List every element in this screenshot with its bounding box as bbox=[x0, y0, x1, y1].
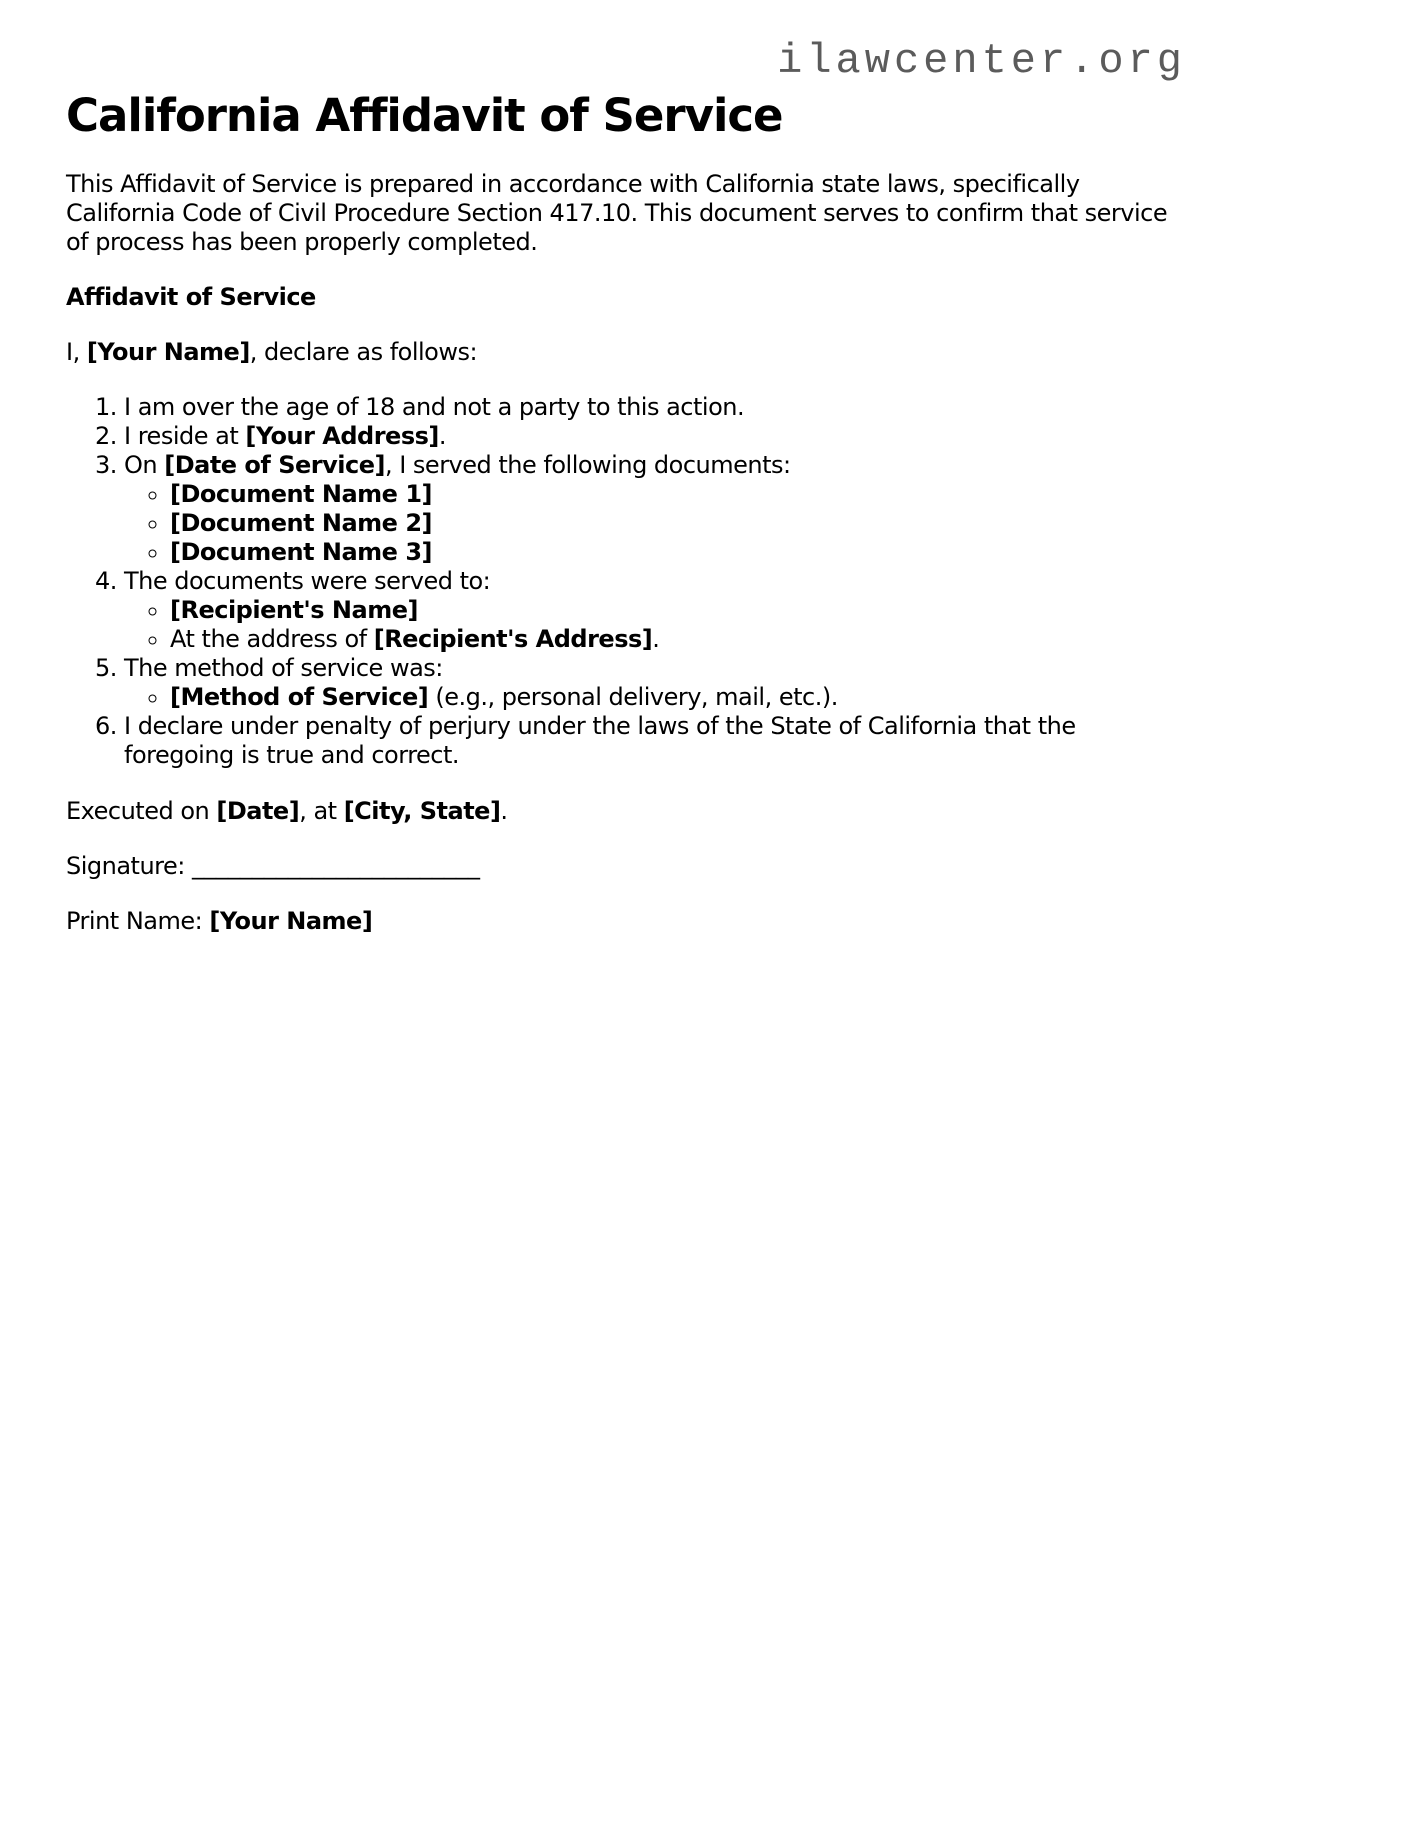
recipient-name-item bbox=[170, 596, 1186, 625]
executed-mid: , at bbox=[299, 796, 344, 825]
document-name-item bbox=[170, 509, 1186, 538]
recipient-address-item bbox=[170, 625, 1186, 654]
document-name-3-placeholder: [Document Name 3] bbox=[170, 538, 432, 567]
method-list bbox=[124, 683, 1186, 712]
list-item-age: 1. I am over the age of 18 and not a party to this action. bbox=[124, 393, 1186, 422]
served-to-text: The documents were served to: bbox=[124, 567, 491, 596]
recipient-address-suffix: . bbox=[652, 625, 660, 654]
executed-line bbox=[66, 797, 1186, 826]
method-of-service-placeholder: [Method of Service] bbox=[170, 683, 429, 712]
recipient-address-placeholder: [Recipient's Address] bbox=[373, 625, 653, 654]
document-title: California Affidavit of Service bbox=[66, 89, 783, 143]
print-name-label: Print Name: bbox=[66, 906, 210, 935]
signature-line bbox=[66, 852, 1186, 881]
your-name-placeholder: [Your Name] bbox=[86, 338, 250, 367]
document-name-list bbox=[124, 480, 1186, 567]
residence-suffix: . bbox=[438, 422, 446, 451]
list-item-service-date bbox=[124, 451, 1186, 567]
print-name-placeholder: [Your Name] bbox=[209, 906, 373, 935]
service-date-prefix: On bbox=[124, 451, 165, 480]
your-address-placeholder: [Your Address] bbox=[245, 422, 439, 451]
city-state-placeholder: [City, State] bbox=[343, 796, 501, 825]
executed-suffix: . bbox=[500, 796, 508, 825]
date-of-service-placeholder: [Date of Service] bbox=[164, 451, 385, 480]
list-item-served-to bbox=[124, 567, 1186, 654]
document-name-2-placeholder: [Document Name 2] bbox=[170, 509, 432, 538]
residence-prefix: I reside at bbox=[124, 422, 246, 451]
affidavit-list bbox=[66, 393, 1186, 770]
executed-prefix: Executed on bbox=[66, 796, 217, 825]
list-item-method bbox=[124, 654, 1186, 712]
method-suffix: (e.g., personal delivery, mail, etc.). bbox=[428, 683, 838, 712]
recipient-list bbox=[124, 596, 1186, 654]
print-name-line bbox=[66, 907, 1186, 936]
recipient-address-prefix: At the address of bbox=[170, 625, 374, 654]
method-item bbox=[170, 683, 1186, 712]
list-item-residence bbox=[124, 422, 1186, 451]
section-heading: Affidavit of Service bbox=[66, 283, 316, 312]
signature-blank: ________________________ bbox=[192, 851, 480, 880]
date-placeholder: [Date] bbox=[216, 796, 300, 825]
signature-label: Signature: bbox=[66, 851, 192, 880]
document-name-item bbox=[170, 538, 1186, 567]
method-text: The method of service was: bbox=[124, 654, 443, 683]
declaration-line bbox=[66, 338, 1186, 367]
document-name-1-placeholder: [Document Name 1] bbox=[170, 480, 432, 509]
site-watermark: ilawcenter.org bbox=[777, 37, 1186, 85]
list-item-perjury: 6. I declare under penalty of perjury under the laws of the State of California that the foregoing is true and correct. bbox=[124, 712, 1186, 770]
recipient-name-placeholder: [Recipient's Name] bbox=[170, 596, 418, 625]
intro-paragraph: This Affidavit of Service is prepared in accordance with California state laws, specifically California Code of Civil Procedure Section 417.10. This document serves to confirm that service of process has been properly completed. bbox=[66, 169, 1168, 256]
declaration-prefix: I, bbox=[66, 338, 87, 367]
document-name-item bbox=[170, 480, 1186, 509]
declaration-suffix: , declare as follows: bbox=[249, 338, 478, 367]
service-date-suffix: , I served the following documents: bbox=[384, 451, 791, 480]
